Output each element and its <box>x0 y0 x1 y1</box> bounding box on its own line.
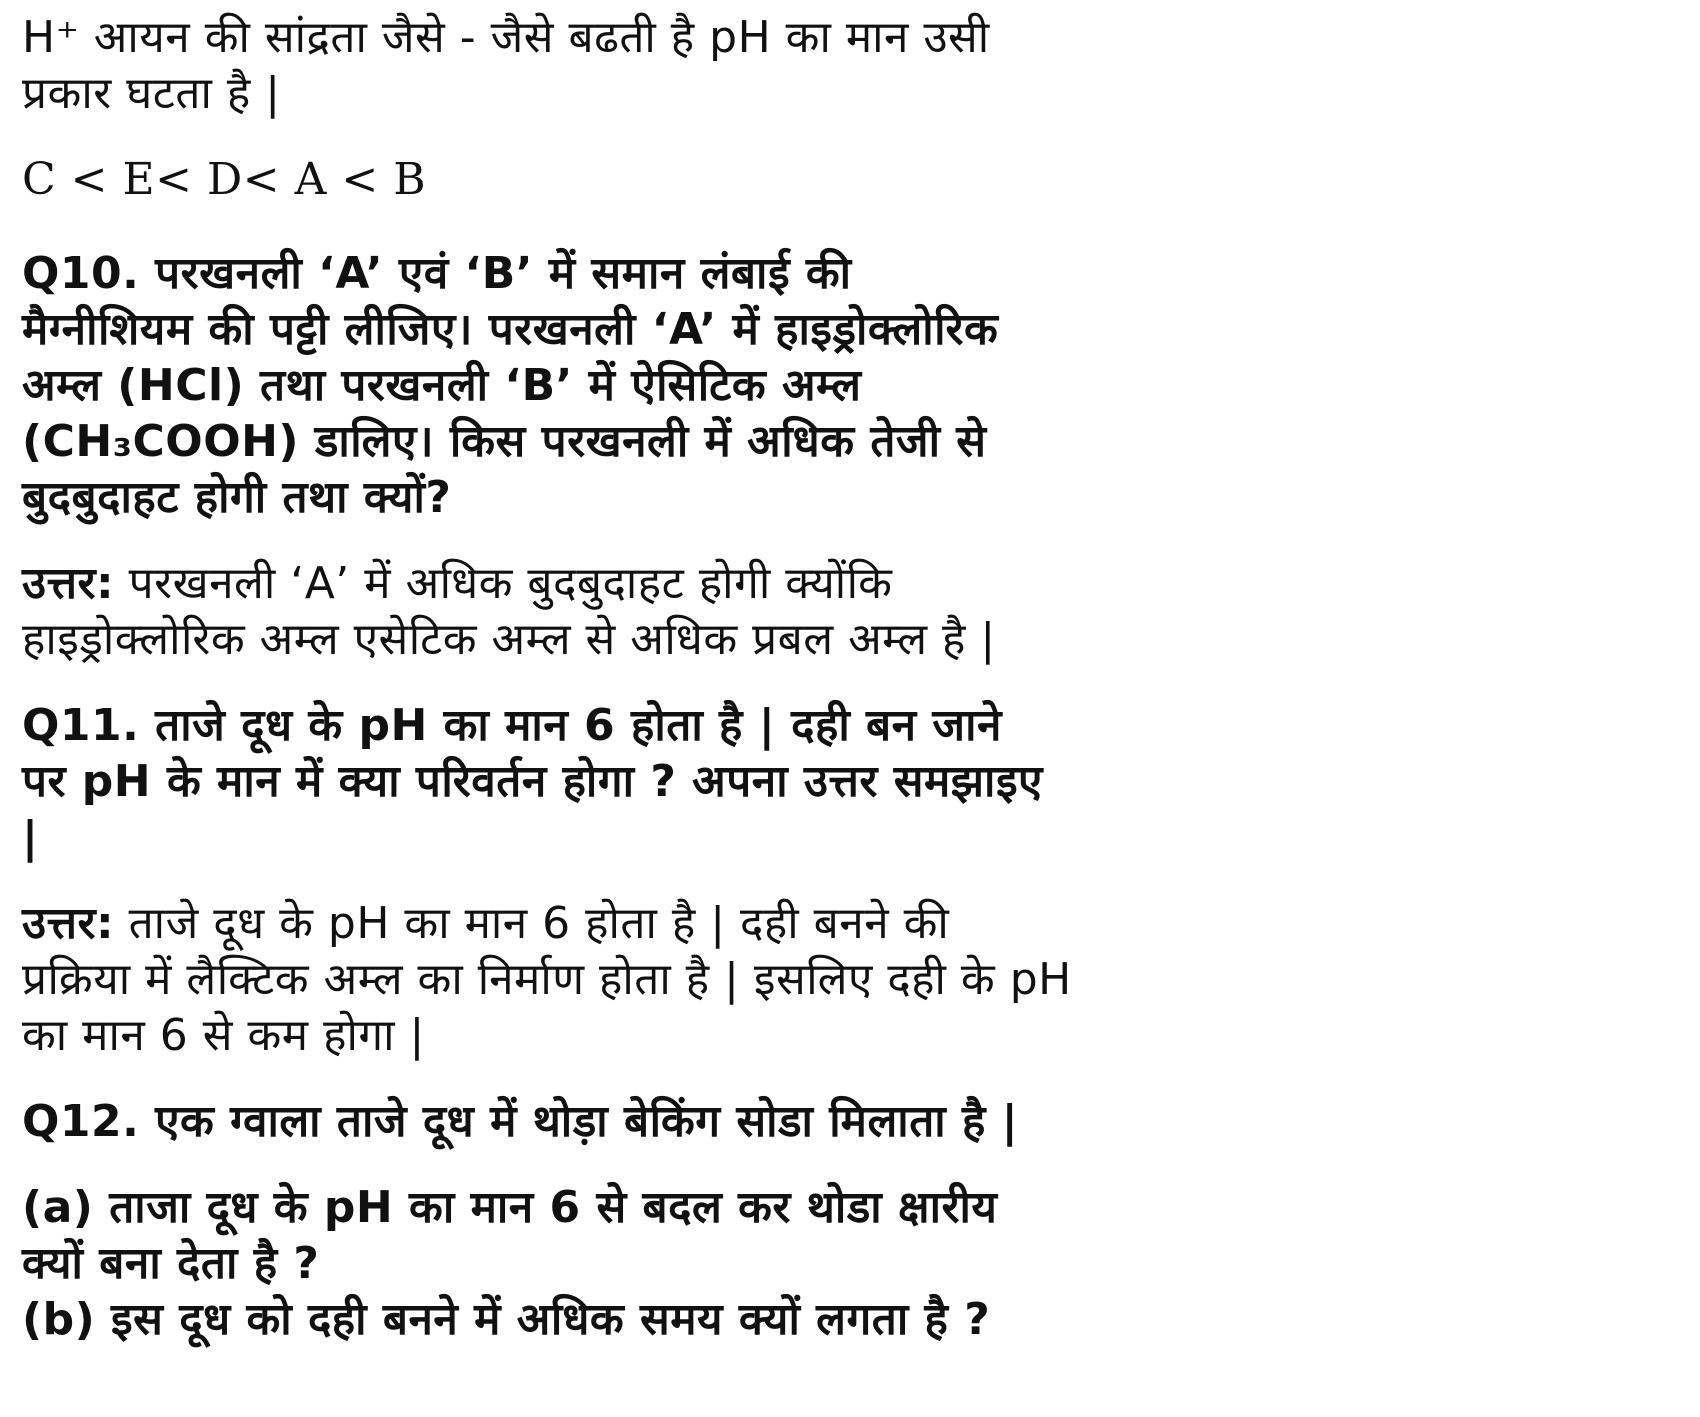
answer-10-line-2: हाइड्रोक्लोरिक अम्ल एसेटिक अम्ल से अधिक प्रबल अम्ल है | <box>22 614 996 665</box>
intro-line-2: प्रकार घटता है | <box>22 68 281 119</box>
q10-line: मैग्नीशियम की पट्टी लीजिए। परखनली ‘A’ में हाइड्रोक्लोरिक <box>22 304 999 355</box>
q12-part-b: (b) इस दूध को दही बनने में अधिक समय क्यों लगता है ? <box>22 1294 991 1345</box>
answer-10-line-1 <box>22 556 1182 612</box>
answer-11 <box>22 896 1182 1064</box>
answer-11-line-3: का मान 6 से कम होगा | <box>22 1010 425 1061</box>
question-12 <box>22 1094 1182 1348</box>
q10-line: अम्ल (HCl) तथा परखनली ‘B’ में ऐसिटिक अम्ल <box>22 360 862 411</box>
q12-part-a-line-2: क्यों बना देता है ? <box>22 1238 320 1289</box>
document-page <box>22 10 1182 1348</box>
answer-text: परखनली ‘A’ में अधिक बुदबुदाहट होगी क्योंकि <box>114 558 893 609</box>
answer-10 <box>22 556 1182 668</box>
q12-part-a-line-1: (a) ताजा दूध के pH का मान 6 से बदल कर थोडा क्षारीय <box>22 1182 998 1233</box>
intro-line-1: H⁺ आयन की सांद्रता जैसे - जैसे बढती है pH का मान उसी <box>22 12 990 63</box>
answer-11-line-2: प्रक्रिया में लैक्टिक अम्ल का निर्माण होता है | इसलिए दही के pH <box>22 954 1072 1005</box>
question-11 <box>22 698 1182 866</box>
answer-label: उत्तर: <box>22 558 115 609</box>
q12-line: Q12. एक ग्वाला ताजे दूध में थोड़ा बेकिंग सोडा मिलाता है | <box>22 1096 1019 1147</box>
q10-line: (CH₃COOH) डालिए। किस परखनली में अधिक तेजी से <box>22 416 987 467</box>
question-10 <box>22 246 1182 526</box>
acidity-order: C < E< D< A < B <box>22 154 427 205</box>
q10-line: Q10. परखनली ‘A’ एवं ‘B’ में समान लंबाई की <box>22 248 852 299</box>
answer-11-line-1 <box>22 896 1182 952</box>
q10-line: बुदबुदाहट होगी तथा क्यों? <box>22 472 452 523</box>
q11-line: Q11. ताजे दूध के pH का मान 6 होता है | दही बन जाने <box>22 700 1002 751</box>
q11-line: पर pH के मान में क्या परिवर्तन होगा ? अपना उत्तर समझाइए <box>22 756 1043 807</box>
q11-line: | <box>22 812 39 863</box>
answer-label: उत्तर: <box>22 898 115 949</box>
answer-text: ताजे दूध के pH का मान 6 होता है | दही बनने की <box>114 898 950 949</box>
